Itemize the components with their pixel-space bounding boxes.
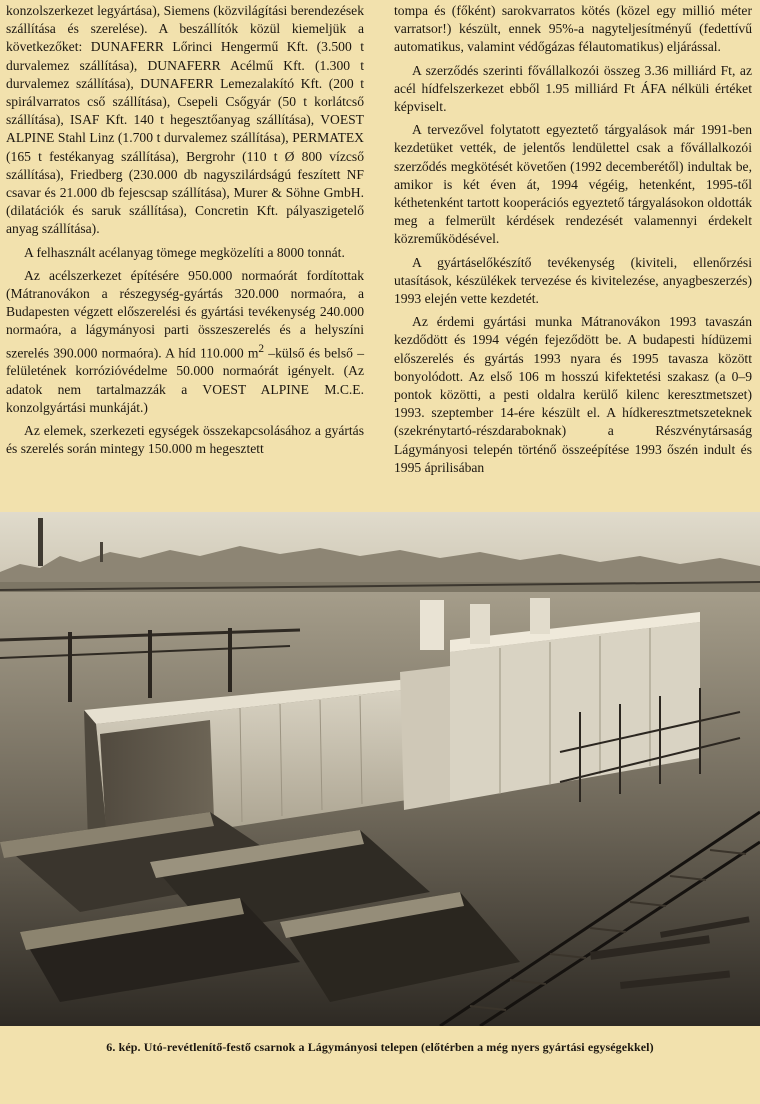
paragraph: Az elemek, szerkezeti egységek összekapcsolásához a gyártás és szerelés során mintegy 150.000 m hegesztett	[6, 423, 364, 457]
photo-illustration	[0, 512, 760, 1026]
factory-yard-photo	[0, 512, 760, 1026]
superscript: 2	[258, 342, 265, 355]
paragraph: A szerződés szerinti fővállalkozói összeg 3.36 milliárd Ft, az acél hídfelszerkezet ebből 1.95 milliárd Ft ÁFA nélküli értéket képviselt.	[394, 62, 752, 115]
left-text-column	[6, 2, 364, 458]
paragraph: konzolszerkezet legyártása), Siemens (közvilágítási berendezések szállítása és szerelése). A beszállítók közül kiemeljük a következőket: DUNAFERR Lőrinci Hengermű Kft. (3.500 t durvalemez szállítása), DUNAFERR Acélmű Kft. (1.300 t durvalemez szállítása), DUNAFERR Lemezalakító Kft. (200 t spirálvarratos cső szállítása), Csepeli Csőgyár (50 t korlátcső szállítása), ISAF Kft. 140 t hegesztőanyag szállítása), VOEST ALPINE Stahl Linz (1.700 t durvalemez szállítása), PERMATEX (165 t festékanyag szállítása), Bergrohr (110 t Ø 800 vízcső szállítása), Friedberg (230.000 db nagyszilárdságú feszített NF csavar és 21.000 db fejescsap szállítása), Murer & Söhne GmbH. (dilatációk és saruk szállítása), Concretin Kft. pályaszigetelő anyag szállítása).	[6, 3, 364, 237]
paragraph: Az érdemi gyártási munka Mátranovákon 1993 tavaszán kezdődött és 1994 végén fejeződött be. A budapesti hídüzemi előszerelés és gyártás 1993 nyara és 1995 tavasza között bonyolódott. Az első 106 m hosszú kifektetési szakasz (a 0–9 pontok közötti, a pesti oldalra kerülő kilenc keresztmetszet) 1993. szeptember 14-ére készült el. A hídkeresztmetszeteknek (szekrénytartó-részdaraboknak) a Részvénytársaság Lágymányosi telepén történő összeépítése 1993 őszén indult és 1995 áprilisában	[394, 314, 752, 475]
paragraph: A felhasznált acélanyag tömege megközelíti a 8000 tonnát.	[24, 244, 345, 260]
paragraph-text: Az acélszerkezet építésére 950.000 normaórát fordítottak (Mátranovákon a részegység-gyártás 320.000 normaóra, a Budapesten végzett előszerelési és gyártási tevékenység 240.000 normaóra, a lágymányosi parti összeszerelés és a helyszíni szerelés 390.000 normaóra). A híd 110.000 m	[6, 267, 364, 361]
figure-caption: 6. kép. Utó-revétlenítő-festő csarnok a Lágymányosi telepen (előtérben a még nyers gyártási egységekkel)	[106, 1040, 654, 1054]
paragraph-with-superscript	[6, 267, 364, 417]
right-text-column	[394, 2, 752, 477]
paragraph: A tervezővel folytatott egyeztető tárgyalások már 1991-ben kezdetüket vették, de jelentős lendülettel csak a fővállalkozói szerződés megkötését követően (1992 decemberétől) indultak be, amikor is két éven át, 1994 végéig, hetenként, 1995-től kéthetenként tartott kooperációs egyeztető tárgyalásokon oldották meg a felmerült kérdések rendezését valamennyi érdekelt közreműködésével.	[394, 122, 752, 247]
paragraph: A gyártáselőkészítő tevékenység (kiviteli, ellenőrzési utasítások, készülékek tervezése és kivitelezése, anyagbeszerzés) 1993 elején vette kezdetét.	[394, 254, 752, 307]
paragraph: tompa és (főként) sarokvarratos kötés (közel egy millió méter varratsor!) készült, ennek 95%-a nagyteljesítményű (fedettívű automatikus, valamint védőgázas félautomatikus) eljárással.	[394, 3, 752, 55]
paragraph-text: –külső és belső – felületének korrózióvédelme 50.000 normaórát igényelt. (Az adatok nem tartalmazzák a VOEST ALPINE M.C.E. konzolgyártási munkáját.)	[6, 345, 364, 415]
